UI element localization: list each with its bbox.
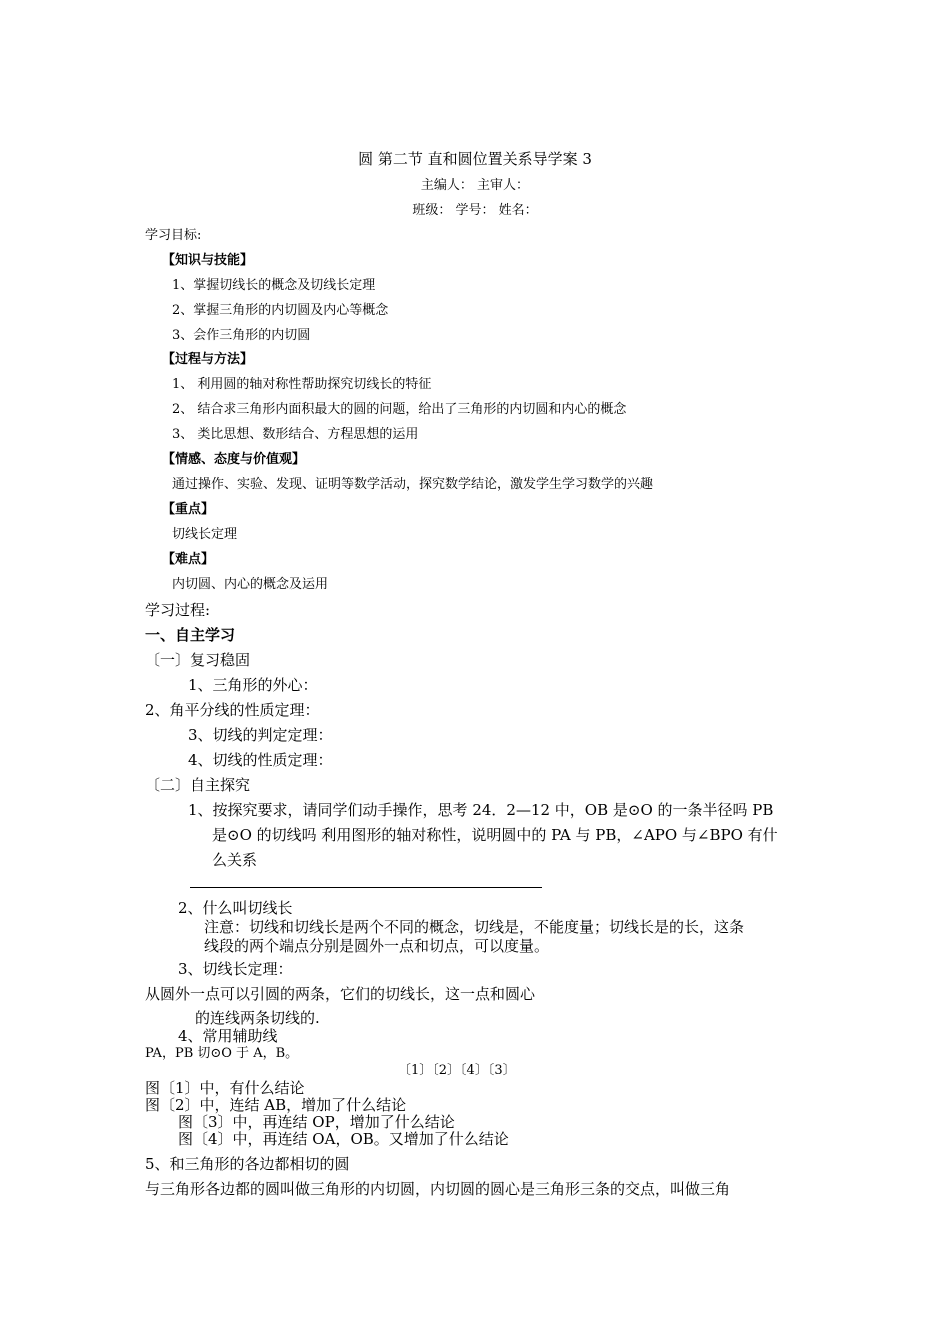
pa-pb-statement: PA，PB 切⊙O 于 A，B。: [145, 1046, 299, 1061]
figure-question: 图〔2〕中，连结 AB，增加了什么结论: [145, 1096, 407, 1114]
note-line: 注意：切线和切线长是两个不同的概念，切线是，不能度量；切线长是的长，这条: [204, 918, 745, 936]
figure-question: 图〔4〕中，再连结 OA，OB。又增加了什么结论: [178, 1130, 509, 1148]
difficulty-text: 内切圆、内心的概念及运用: [172, 577, 329, 592]
review-item: 2、角平分线的性质定理：: [145, 701, 320, 719]
figure-labels: 〔1〕〔2〕〔4〕〔3〕: [398, 1063, 516, 1078]
explore-question-line: 么关系: [212, 851, 258, 869]
knowledge-item: 1、掌握切线长的概念及切线长定理: [172, 278, 376, 293]
page-title: 圆 第二节 直和圆位置关系导学案 3: [358, 150, 592, 168]
question-tangent-length: 2、什么叫切线长: [178, 899, 293, 917]
process-item: 2、 结合求三角形内面积最大的圆的问题，给出了三角形的内切圆和内心的概念: [172, 402, 627, 417]
process-item: 3、 类比思想、数形结合、方程思想的运用: [172, 427, 419, 442]
emotion-heading: 【情感、态度与价值观】: [162, 452, 306, 467]
goals-heading: 学习目标:: [145, 228, 202, 243]
section-heading: 一、自主学习: [145, 626, 236, 644]
editors-line: 主编人： 主审人：: [420, 178, 530, 193]
explore-question-line: 是⊙O 的切线吗 利用图形的轴对称性，说明圆中的 PA 与 PB，∠APO 与∠BPO 有什: [212, 826, 778, 844]
knowledge-heading: 【知识与技能】: [162, 253, 254, 268]
figure-question: 图〔3〕中，再连结 OP，增加了什么结论: [178, 1113, 455, 1131]
question-theorem: 3、切线长定理：: [178, 960, 293, 978]
process-main-heading: 学习过程:: [145, 601, 211, 619]
question-incircle: 5、和三角形的各边都相切的圆: [145, 1155, 350, 1173]
knowledge-item: 2、掌握三角形的内切圆及内心等概念: [172, 303, 389, 318]
process-heading: 【过程与方法】: [162, 352, 254, 367]
answer-line: [190, 887, 542, 888]
theorem-line: 从圆外一点可以引圆的两条，它们的切线长，这一点和圆心: [145, 985, 536, 1003]
note-line: 线段的两个端点分别是圆外一点和切点，可以度量。: [204, 937, 550, 955]
student-info-line: 班级： 学号： 姓名：: [412, 203, 538, 218]
incircle-text: 与三角形各边都的圆叫做三角形的内切圆，内切圆的圆心是三角形三条的交点，叫做三角: [145, 1180, 731, 1198]
process-item: 1、 利用圆的轴对称性帮助探究切线长的特征: [172, 377, 432, 392]
question-auxiliary-lines: 4、常用辅助线: [178, 1027, 278, 1045]
difficulty-heading: 【难点】: [162, 552, 215, 567]
review-heading: 〔一〕复习稳固: [145, 651, 251, 669]
figure-question: 图〔1〕中，有什么结论: [145, 1079, 305, 1097]
emotion-text: 通过操作、实验、发现、证明等数学活动，探究数学结论，激发学生学习数学的兴趣: [172, 477, 654, 492]
explore-heading: 〔二〕自主探究: [145, 776, 251, 794]
knowledge-item: 3、会作三角形的内切圆: [172, 328, 311, 343]
review-item: 1、三角形的外心：: [188, 676, 318, 694]
key-point-heading: 【重点】: [162, 502, 215, 517]
review-item: 4、切线的性质定理：: [188, 751, 333, 769]
review-item: 3、切线的判定定理：: [188, 726, 333, 744]
theorem-line: 的连线两条切线的.: [195, 1009, 320, 1027]
key-point-text: 切线长定理: [172, 527, 238, 542]
explore-question-line: 1、按探究要求，请同学们动手操作，思考 24．2—12 中，OB 是⊙O 的一条半径吗 PB: [188, 801, 774, 819]
